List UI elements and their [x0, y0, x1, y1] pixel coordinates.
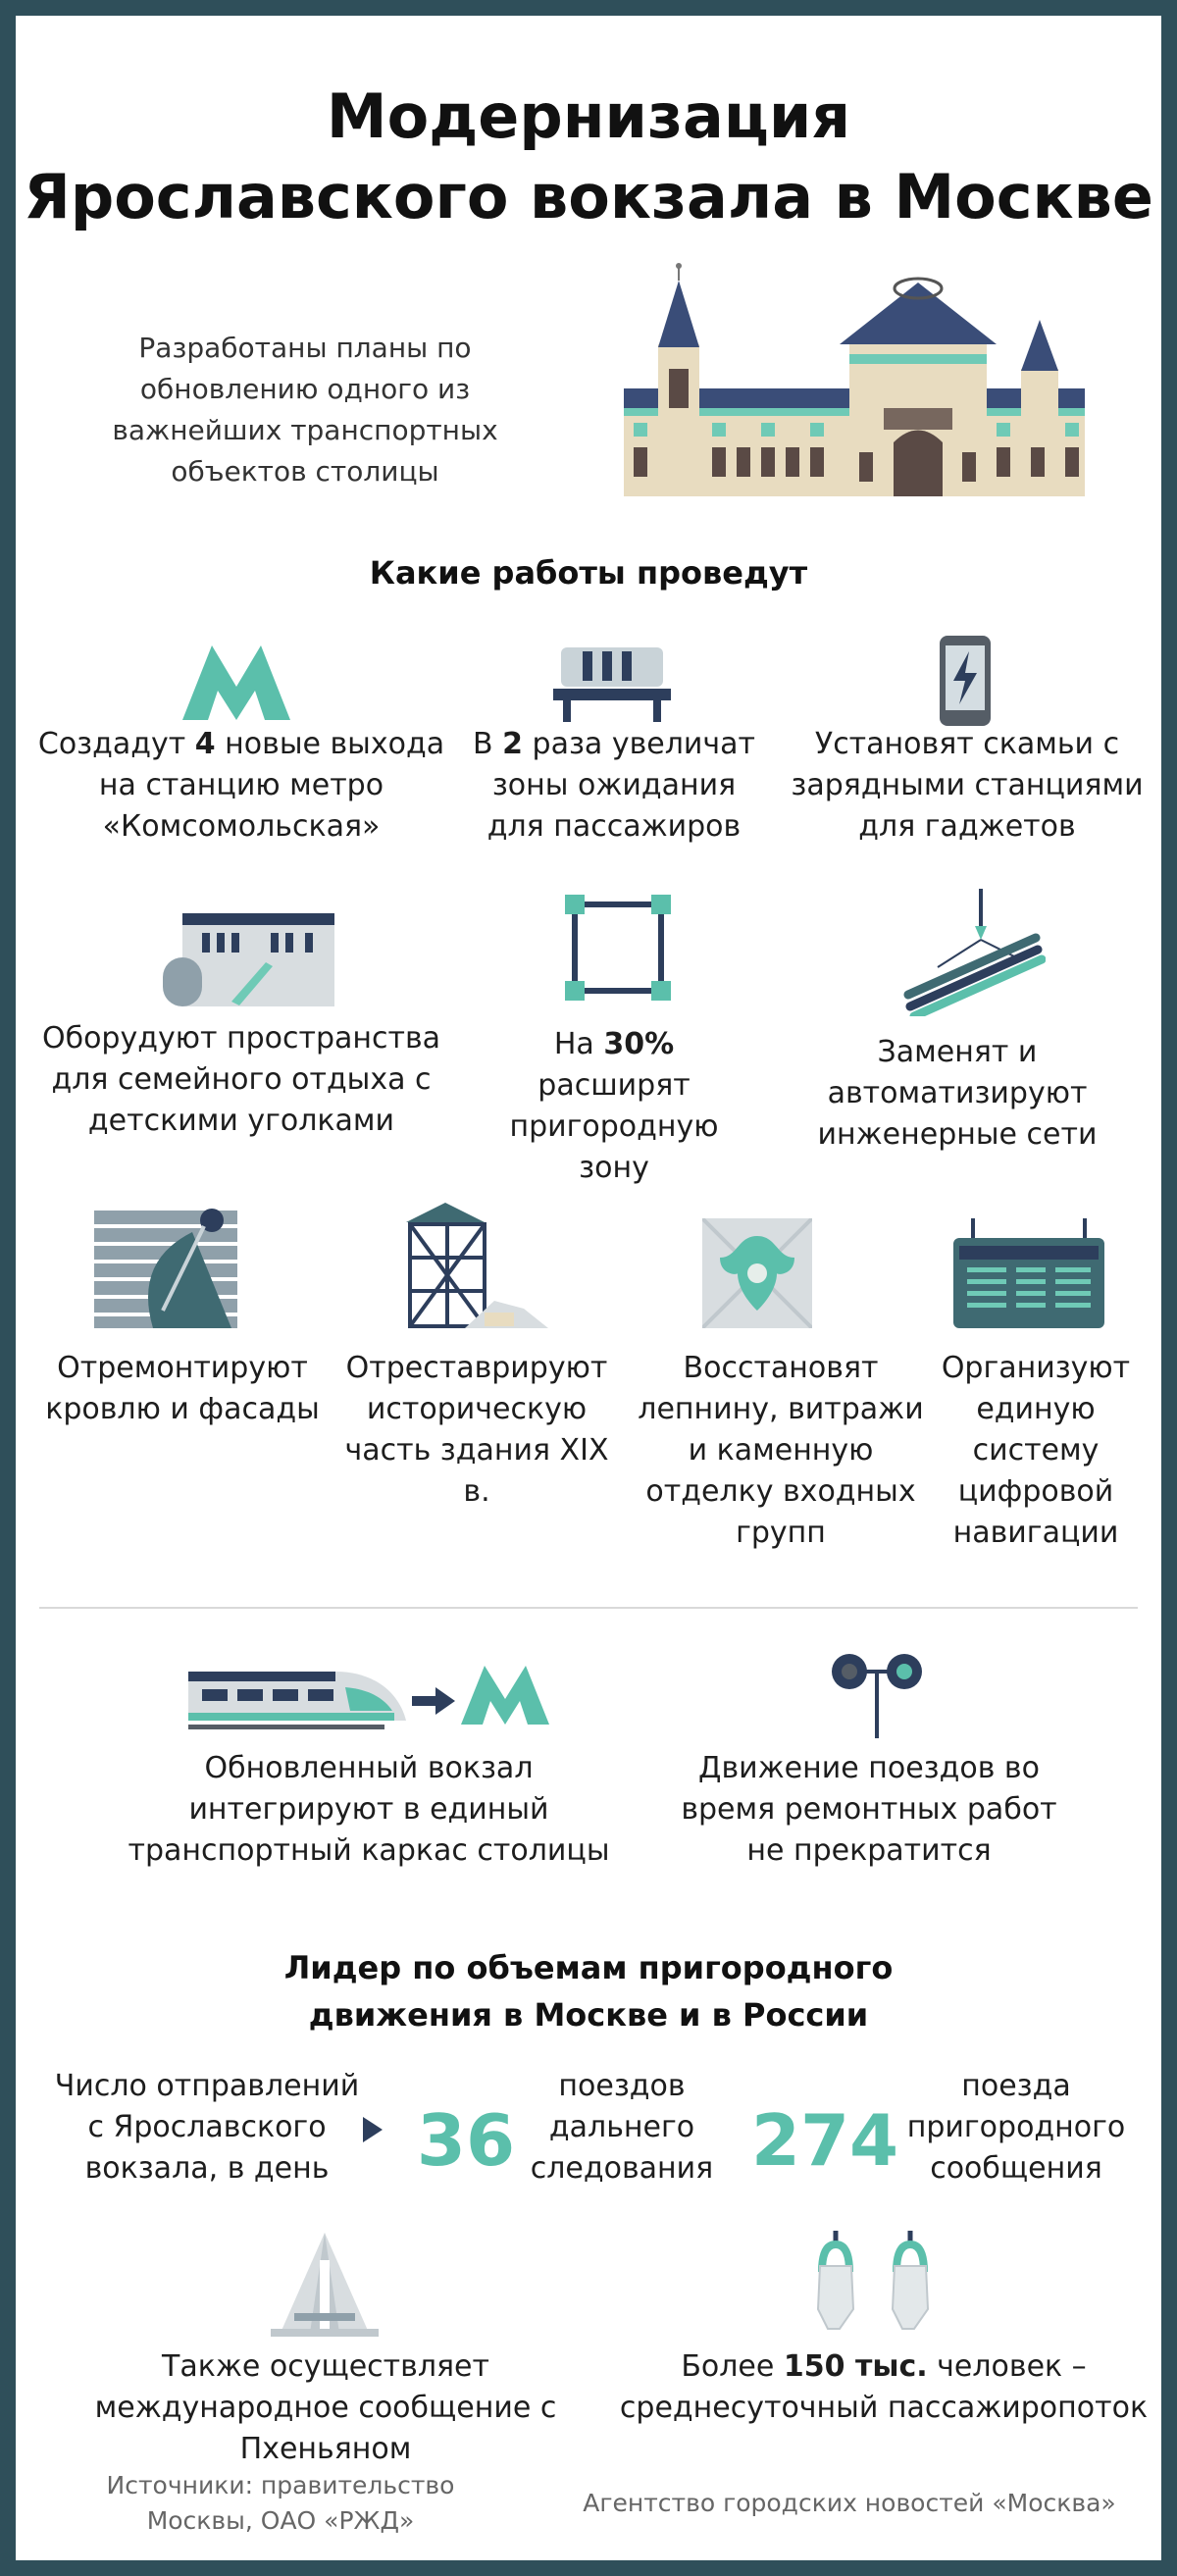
title-line-1: Модернизация — [326, 80, 851, 152]
station-building-icon — [614, 261, 1104, 506]
stained-glass-icon — [702, 1218, 812, 1328]
traffic-continuity-text: Движение поездов во время ремонтных работ не прекратится — [681, 1751, 1057, 1868]
work-item-5: На 30% расширят пригородную зону — [509, 1027, 719, 1185]
suburban-count: 274 — [750, 2099, 899, 2182]
work-item-6: Заменят и автоматизируют инженерные сети — [817, 1035, 1098, 1152]
work-item-1: Создадут 4 новые выхода на станцию метро «Комсомольская» — [37, 727, 445, 844]
international-text: Также осуществляет международное сообщение с Пхеньяном — [94, 2349, 557, 2466]
long-distance-label: поездов дальнего следования — [530, 2069, 714, 2186]
departure-board-icon — [953, 1218, 1104, 1328]
crane-pipes-icon — [898, 889, 1046, 1016]
work-item-9: Восстановят лепнину, витражи и каменную отделку входных групп — [638, 1351, 924, 1550]
handrail-passengers-icon — [814, 2227, 932, 2343]
work-item-4: Оборудуют пространства для семейного отдыха с детскими уголками — [41, 1021, 441, 1138]
section-divider — [39, 1607, 1138, 1609]
infographic-page — [16, 16, 1161, 2560]
metro-icon — [182, 644, 290, 722]
long-distance-count: 36 — [416, 2099, 516, 2182]
leader-heading-line-2: движения в Москве и в России — [308, 1996, 869, 2034]
title-line-2: Ярославского вокзала в Москве — [24, 161, 1153, 232]
scaffold-icon — [396, 1203, 548, 1330]
triangle-pointer-icon — [363, 2117, 383, 2142]
arrow-right-icon — [412, 1687, 455, 1715]
work-item-3: Установят скамьи с зарядными станциями для гаджетов — [791, 727, 1144, 844]
sources-text: Источники: правительство Москвы, ОАО «РЖД» — [106, 2471, 455, 2535]
integration-text: Обновленный вокзал интегрируют в единый транспортный каркас столицы — [128, 1751, 610, 1868]
agency-credit: Агентство городских новостей «Москва» — [583, 2489, 1116, 2517]
intro-text: Разработаны планы по обновлению одного из важнейших транспортных объектов столицы — [112, 332, 498, 488]
metro-icon-small — [461, 1664, 549, 1725]
monument-tower-icon — [271, 2231, 379, 2339]
page-title — [16, 77, 1161, 237]
phone-charge-icon — [936, 634, 995, 728]
works-heading: Какие работы проведут — [369, 554, 808, 592]
bench-icon — [553, 638, 671, 726]
passenger-flow-text: Более 150 тыс. человек – среднесуточный пассажиропоток — [619, 2349, 1149, 2425]
suburban-label: поезда пригородного сообщения — [906, 2069, 1126, 2186]
roof-repair-icon — [94, 1203, 241, 1330]
traffic-signal-icon — [830, 1644, 924, 1738]
leader-heading — [16, 1944, 1161, 2038]
work-item-7: Отремонтируют кровлю и фасады — [45, 1351, 320, 1426]
expand-area-icon — [565, 895, 671, 1001]
train-icon — [188, 1664, 406, 1732]
playground-icon — [163, 903, 339, 1011]
departures-label: Число отправлений с Ярославского вокзала, в день — [54, 2069, 360, 2186]
work-item-10: Организуют единую систему цифровой навигации — [941, 1351, 1131, 1550]
work-item-2: В 2 раза увеличат зоны ожидания для пассажиров — [473, 727, 755, 844]
work-item-8: Отреставрируют историческую часть здания XIX в. — [344, 1351, 609, 1509]
leader-heading-line-1: Лидер по объемам пригородного — [283, 1949, 894, 1986]
